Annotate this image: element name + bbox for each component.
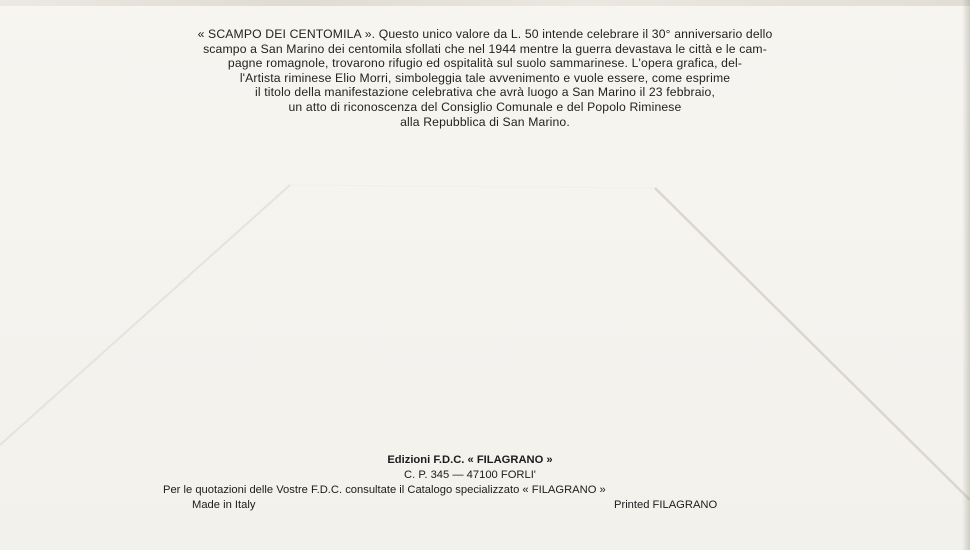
description-line: alla Repubblica di San Marino. — [400, 114, 570, 129]
envelope-right-edge — [962, 0, 970, 550]
description-line: un atto di riconoscenza del Consiglio Comunale e del Popolo Riminese — [288, 99, 682, 114]
catalog-note: Per le quotazioni delle Vostre F.D.C. consultate il Catalogo specializzato « FILAGRANO » — [163, 484, 606, 496]
publisher-address: C. P. 345 — 47100 FORLI' — [404, 468, 536, 481]
description-line: pagne romagnole, trovarono rifugio ed ospitalità sul suolo sammarinese. L'opera grafica, del- — [227, 56, 743, 71]
publisher-block — [0, 453, 940, 482]
description-line: il titolo della manifestazione celebrativa che avrà luogo a San Marino il 23 febbraio, — [254, 85, 716, 100]
publisher-name: Edizioni F.D.C. « FILAGRANO » — [387, 454, 553, 466]
description-line: scampo a San Marino dei centomila sfollati che nel 1944 mentre la guerra devastava le città e le cam- — [203, 41, 767, 56]
printed-by-label: Printed FILAGRANO — [614, 499, 718, 511]
description-line: l'Artista riminese Elio Morri, simboleggia tale avvenimento e vuole essere, come esprime — [239, 70, 731, 85]
description-line: « SCAMPO DEI CENTOMILA ». Questo unico valore da L. 50 intende celebrare il 30° anniversario dello — [197, 27, 773, 41]
made-in-label: Made in Italy — [192, 499, 256, 511]
stamp-description — [95, 27, 875, 129]
